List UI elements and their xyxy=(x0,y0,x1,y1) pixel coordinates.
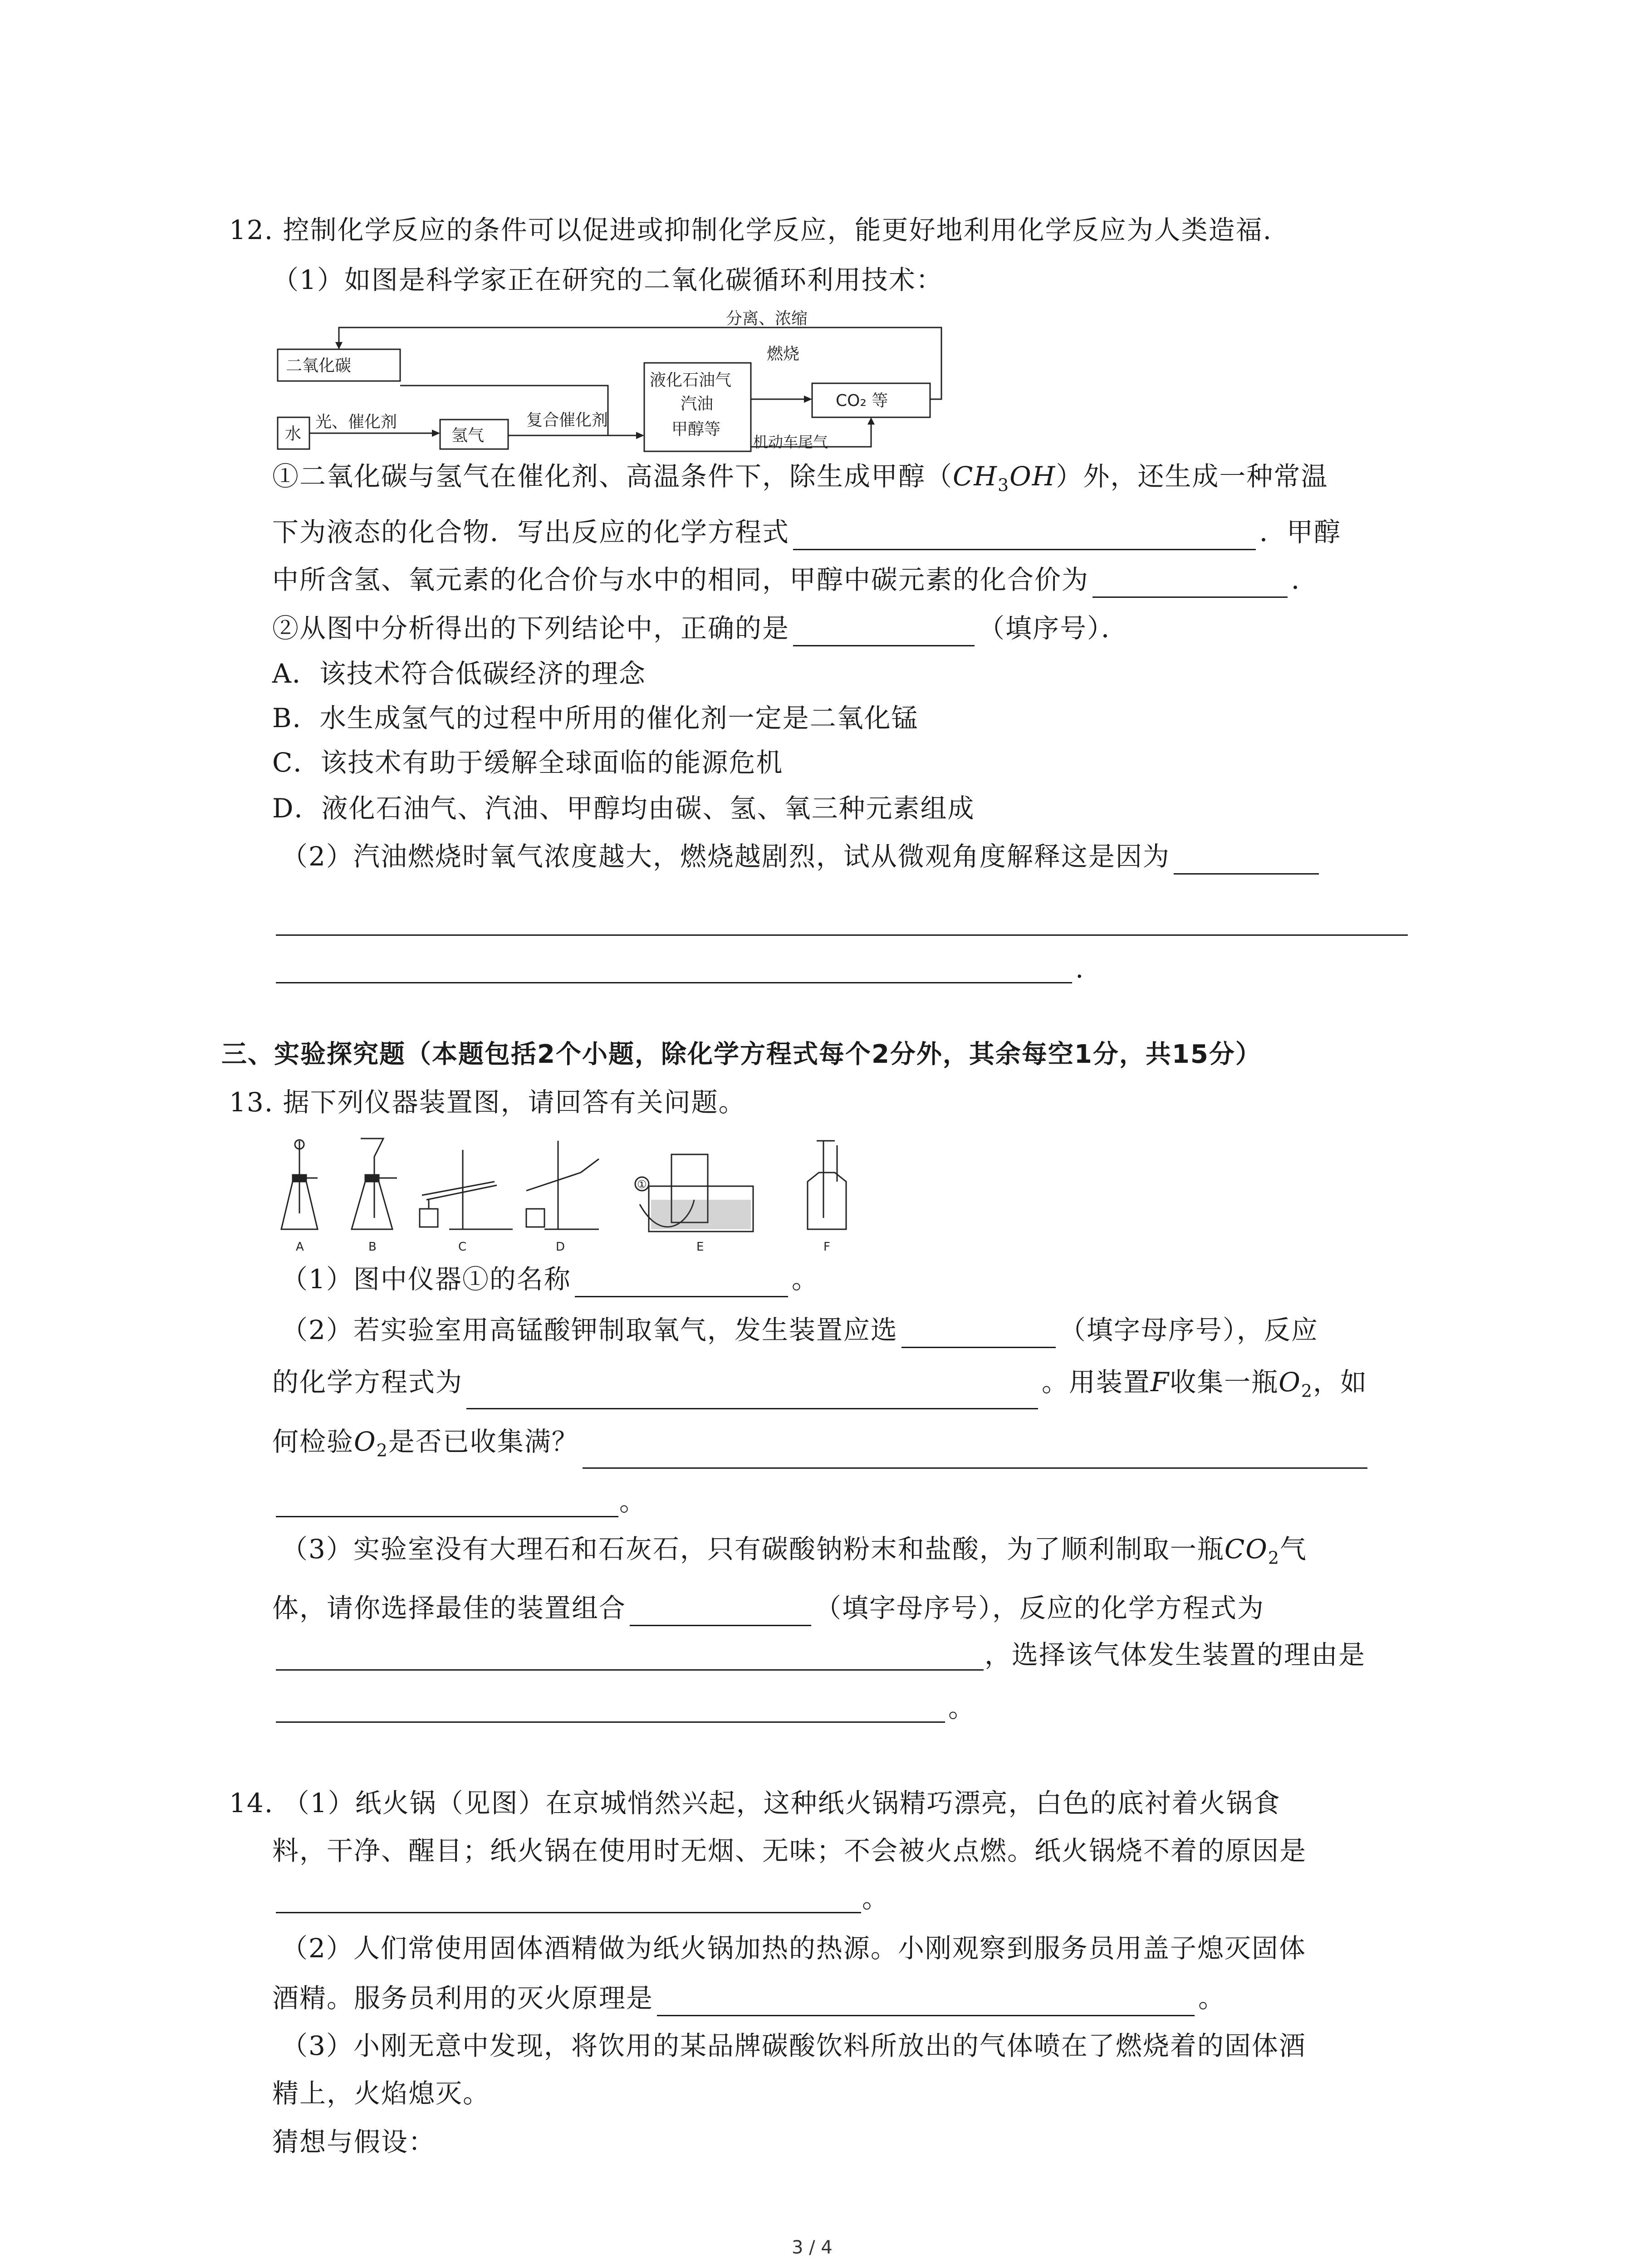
q14-line1: 14. （1）纸火锅（见图）在京城悄然兴起，这种纸火锅精巧漂亮，白色的底衬着火锅食 xyxy=(229,1788,1281,1818)
text-segment: （填序号）． xyxy=(978,613,1129,644)
q14-line6: （3）小刚无意中发现，将饮用的某品牌碳酸饮料所放出的气体喷在了燃烧着的固体酒 xyxy=(281,2030,1306,2061)
label-co2-etc: CO₂ 等 xyxy=(836,391,888,410)
answer-blank-apparatus-combo[interactable] xyxy=(630,1598,811,1626)
q14-line4: （2）人们常使用固体酒精做为纸火锅加热的热源。小刚观察到服务员用盖子熄灭固体 xyxy=(281,1933,1306,1964)
answer-line-reason[interactable] xyxy=(276,1721,945,1723)
text-segment: （3）实验室没有大理石和石灰石，只有碳酸钠粉末和盐酸，为了顺利制取一瓶 xyxy=(281,1534,1225,1564)
text-segment: ．甲醇 xyxy=(1259,517,1342,547)
answer-blank-device[interactable] xyxy=(901,1320,1056,1348)
option-d: D．液化石油气、汽油、甲醇均由碳、氢、氧三种元素组成 xyxy=(272,793,975,824)
label-separate: 分离、浓缩 xyxy=(726,309,808,328)
text-segment: ． xyxy=(1291,564,1319,595)
answer-line-co2-equation[interactable] xyxy=(276,1669,984,1671)
q14-line8: 猜想与假设： xyxy=(272,2126,436,2157)
answer-line-paper-pot[interactable] xyxy=(276,1912,861,1913)
text-segment: （2）汽油燃烧时氧气浓度越大，燃烧越剧烈，试从微观角度解释这是因为 xyxy=(281,841,1170,872)
q12-line4 xyxy=(272,610,1128,646)
answer-line-micro-2[interactable] xyxy=(276,934,1408,936)
option-b: B．水生成氢气的过程中所用的催化剂一定是二氧化锰 xyxy=(272,703,919,733)
text-segment: 何检验 xyxy=(272,1426,354,1457)
q13-part2-line3 xyxy=(272,1423,1371,1469)
text-segment: （填字母序号），反应的化学方程式为 xyxy=(815,1593,1265,1623)
label-instrument-1: ① xyxy=(637,1178,647,1191)
period: 。 xyxy=(619,1486,647,1517)
q12-line2 xyxy=(272,514,1341,550)
q14-line5 xyxy=(272,1980,1225,2016)
section-3-heading: 三、实验探究题（本题包括2个小题，除化学方程式每个2分外，其余每空1分，共15分） xyxy=(221,1040,1262,1069)
text-segment: 是否已收集满？ xyxy=(388,1426,579,1457)
period: 。 xyxy=(862,1883,890,1914)
formula-sub: 2 xyxy=(1301,1381,1313,1401)
answer-blank-instrument[interactable] xyxy=(575,1269,788,1297)
text-segment: 收集一瓶 xyxy=(1170,1367,1279,1398)
formula-ch: CH xyxy=(953,461,998,492)
option-c: C．该技术有助于缓解全球面临的能源危机 xyxy=(272,747,784,778)
label-apparatus-c: C xyxy=(458,1240,467,1254)
text-segment: 下为液态的化合物．写出反应的化学方程式 xyxy=(272,517,790,547)
answer-blank-extinguish-principle[interactable] xyxy=(657,1988,1195,2016)
label-apparatus-a: A xyxy=(296,1240,304,1254)
text-segment: （2）若实验室用高锰酸钾制取氧气，发生装置应选 xyxy=(281,1315,898,1345)
q13-part3-line3: ，选择该气体发生装置的理由是 xyxy=(985,1639,1366,1670)
label-composite-catalyst: 复合催化剂 xyxy=(526,411,608,430)
text-segment: （1）图中仪器①的名称 xyxy=(281,1264,571,1295)
formula-sub: 3 xyxy=(997,475,1010,495)
label-exhaust: 机动车尾气 xyxy=(753,433,828,451)
formula-o: O xyxy=(1279,1367,1301,1398)
label-co2: 二氧化碳 xyxy=(286,357,352,375)
q13-part3-line1 xyxy=(281,1531,1307,1576)
apparatus-diagram xyxy=(272,1132,871,1259)
formula-sub: 2 xyxy=(1268,1548,1280,1568)
q14-line2: 料，干净、醒目；纸火锅在使用时无烟、无味；不会被火点燃。纸火锅烧不着的原因是 xyxy=(272,1835,1307,1866)
formula-oh: OH xyxy=(1009,461,1056,492)
q13-part2-line1 xyxy=(281,1312,1318,1348)
text-segment: ①二氧化碳与氢气在催化剂、高温条件下，除生成甲醇（ xyxy=(272,461,953,492)
q13-stem: 13. 据下列仪器装置图，请回答有关问题。 xyxy=(229,1087,746,1118)
text-segment: 酒精。服务员利用的灭火原理是 xyxy=(272,1983,654,2014)
label-fuel-lpg: 液化石油气 xyxy=(650,371,732,390)
text-segment: 的化学方程式为 xyxy=(272,1367,463,1398)
q13-part3-line2 xyxy=(272,1590,1264,1626)
formula-o: O xyxy=(354,1426,377,1457)
label-apparatus-b: B xyxy=(368,1240,377,1254)
page-number: 3 / 4 xyxy=(792,2237,833,2258)
label-light-catalyst: 光、催化剂 xyxy=(315,413,397,431)
q12-part1: （1）如图是科学家正在研究的二氧化碳循环利用技术： xyxy=(272,264,943,295)
label-water: 水 xyxy=(285,425,302,443)
answer-blank-kmno4-equation[interactable] xyxy=(466,1381,1038,1409)
label-burn: 燃烧 xyxy=(767,345,800,363)
text-segment: ，如 xyxy=(1313,1367,1368,1398)
period: 。 xyxy=(948,1692,976,1723)
q12-part2 xyxy=(281,838,1323,875)
label-hydrogen: 氢气 xyxy=(451,426,485,445)
q12-stem: 12. 控制化学反应的条件可以促进或抑制化学反应，能更好地利用化学反应为人类造福. xyxy=(229,215,1273,245)
option-a: A．该技术符合低碳经济的理念 xyxy=(272,658,646,689)
formula-f: F xyxy=(1151,1367,1170,1398)
text-segment: 。 xyxy=(1198,1983,1226,2014)
text-segment: ）外，还生成一种常温 xyxy=(1056,461,1328,492)
formula-co: CO xyxy=(1224,1534,1268,1564)
label-apparatus-d: D xyxy=(556,1240,565,1254)
answer-blank-valence[interactable] xyxy=(1092,569,1288,598)
co2-cycle-diagram xyxy=(272,308,962,458)
text-segment: 气 xyxy=(1280,1534,1308,1564)
label-fuel-gasoline: 汽油 xyxy=(681,395,714,413)
q12-line1 xyxy=(272,458,1328,503)
q14-line7: 精上，火焰熄灭。 xyxy=(272,2078,490,2109)
text-segment: 。用装置 xyxy=(1042,1367,1151,1398)
answer-line-o2-check-2[interactable] xyxy=(276,1516,618,1517)
label-apparatus-e: E xyxy=(696,1240,704,1254)
q12-line3 xyxy=(272,562,1318,598)
answer-blank-choice[interactable] xyxy=(793,618,975,646)
text-segment: 体，请你选择最佳的装置组合 xyxy=(272,1593,627,1623)
formula-sub: 2 xyxy=(376,1440,388,1461)
q13-part1 xyxy=(281,1261,819,1297)
label-fuel-methanol: 甲醇等 xyxy=(671,420,721,439)
text-segment: （填字母序号），反应 xyxy=(1059,1315,1318,1345)
text-segment: 中所含氢、氧元素的化合价与水中的相同，甲醇中碳元素的化合价为 xyxy=(272,564,1089,595)
q13-part2-line2 xyxy=(272,1364,1367,1409)
text-segment: 。 xyxy=(791,1264,819,1295)
answer-blank-equation[interactable] xyxy=(793,522,1256,550)
answer-line-micro-3[interactable] xyxy=(276,982,1072,983)
answer-blank-o2-check-1[interactable] xyxy=(583,1440,1367,1469)
text-segment: ②从图中分析得出的下列结论中，正确的是 xyxy=(272,613,790,644)
period: . xyxy=(1075,953,1085,984)
label-apparatus-f: F xyxy=(823,1240,830,1254)
answer-blank-micro-1[interactable] xyxy=(1174,846,1319,875)
